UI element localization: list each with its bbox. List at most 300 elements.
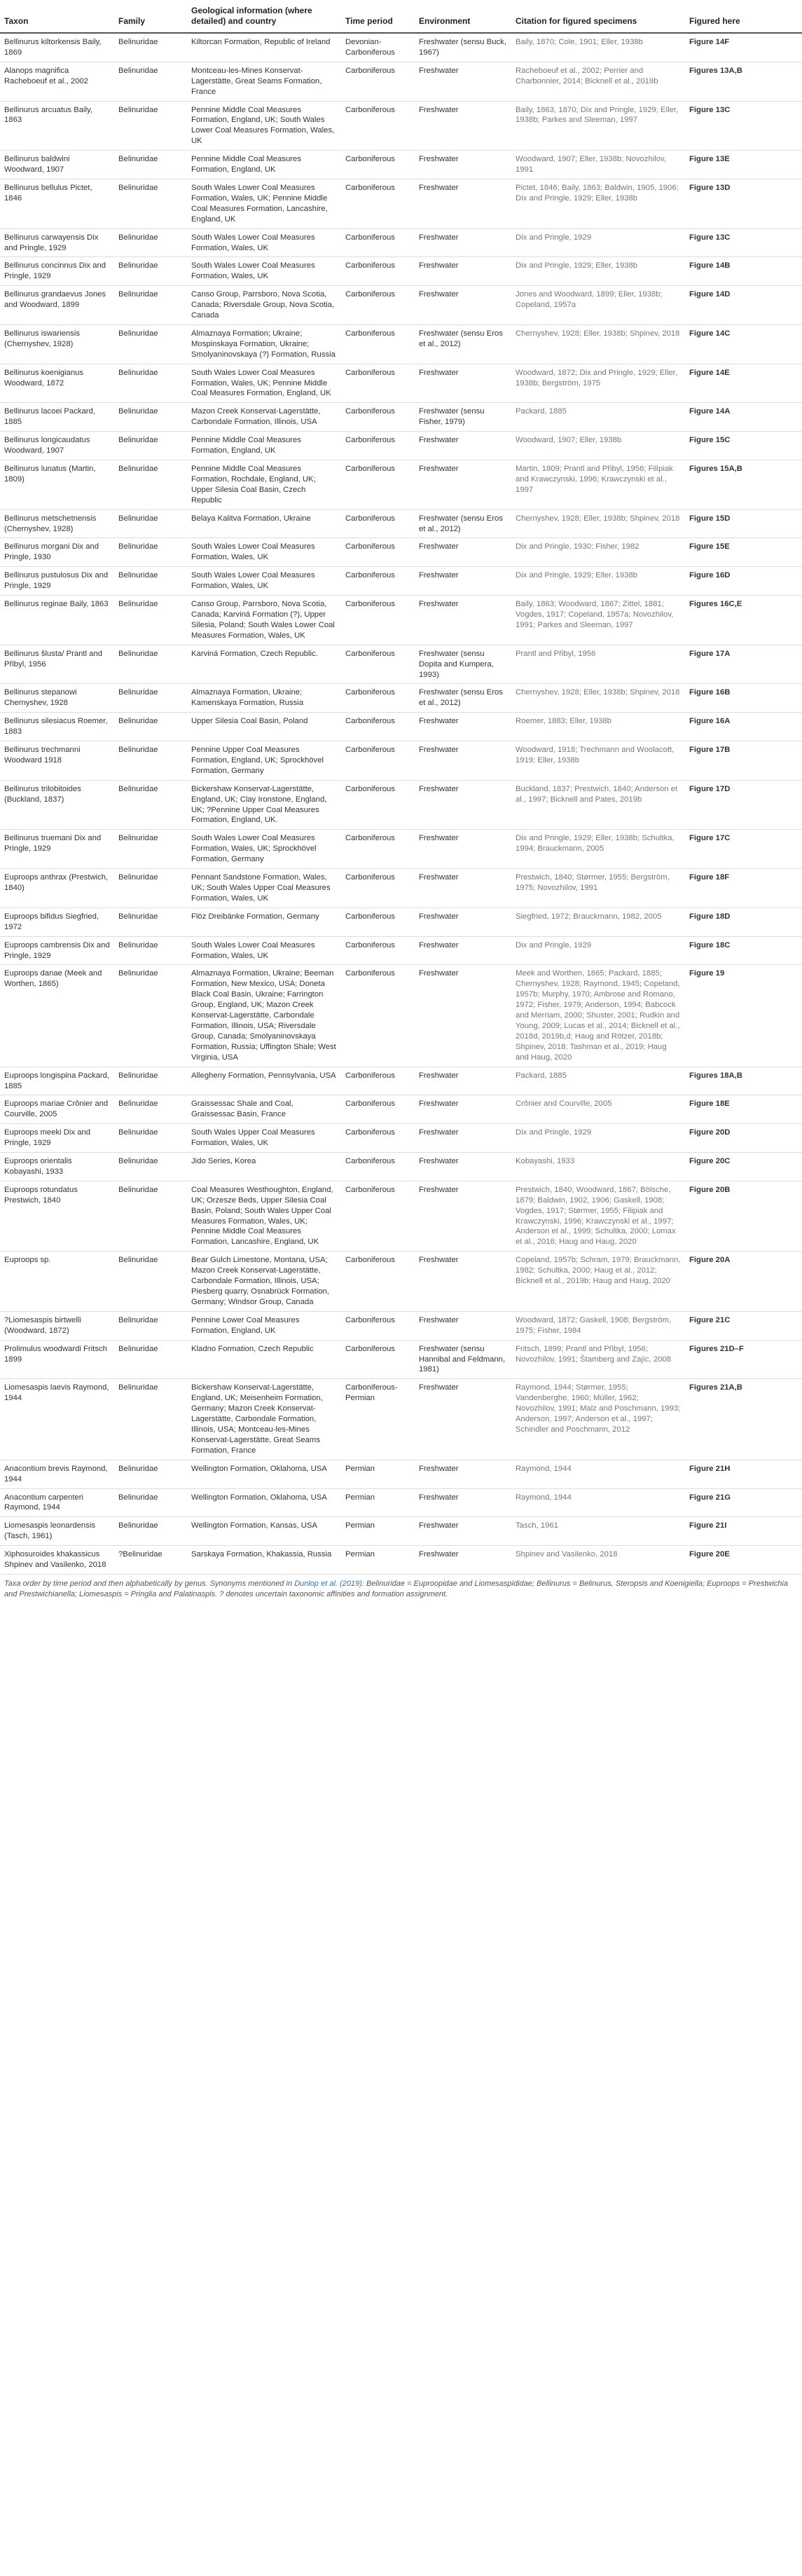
cell-taxon: Bellinurus longicaudatus Woodward, 1907 [0, 432, 114, 460]
cell-environment: Freshwater [415, 965, 511, 1067]
cell-family: Belinuridae [114, 1460, 187, 1488]
table-row [0, 403, 802, 432]
cell-taxon: Bellinurus morgani Dix and Pringle, 1930 [0, 538, 114, 567]
cell-taxon: Alanops magnifica Racheboeuf et al., 2002 [0, 62, 114, 101]
cell-citation: Prestwich, 1840; Woodward, 1867; Bölsche, 1879; Baldwin, 1902, 1906; Gaskell, 1908; Vogdes, 1917; Størmer, 1955; Filipiak and Krawczynski, 1996; Krawczynski et al., 1997; Anderson et al., 1999; Schultka, 2000; Lomax et al., 2016; Haug and Haug, 2020 [511, 1181, 685, 1251]
cell-geology: Wellington Formation, Kansas, USA [187, 1517, 341, 1546]
cell-family: Belinuridae [114, 713, 187, 741]
cell-geology: Canso Group, Parrsboro, Nova Scotia, Canada; Riversdale Group, Nova Scotia, Canada [187, 286, 341, 325]
cell-time-period: Carboniferous [341, 684, 415, 713]
table-row [0, 62, 802, 101]
cell-figured-here: Figure 17C [685, 830, 802, 869]
cell-family: Belinuridae [114, 179, 187, 228]
cell-geology: Kladno Formation, Czech Republic [187, 1340, 341, 1379]
cell-geology: Pennine Lower Coal Measures Formation, England, UK [187, 1311, 341, 1340]
cell-taxon: Bellinurus bellulus Pictet, 1846 [0, 179, 114, 228]
cell-time-period: Permian [341, 1546, 415, 1575]
cell-taxon: Anacontium brevis Raymond, 1944 [0, 1460, 114, 1488]
cell-time-period: Carboniferous [341, 1095, 415, 1124]
cell-family: Belinuridae [114, 1181, 187, 1251]
cell-taxon: Euproops sp. [0, 1252, 114, 1312]
cell-family: Belinuridae [114, 364, 187, 403]
cell-environment: Freshwater [415, 869, 511, 908]
cell-environment: Freshwater [415, 1517, 511, 1546]
cell-citation: Woodward, 1907; Eller, 1938b [511, 432, 685, 460]
cell-time-period: Carboniferous [341, 257, 415, 286]
cell-family: Belinuridae [114, 780, 187, 830]
cell-family: Belinuridae [114, 324, 187, 364]
cell-taxon: Euproops meeki Dix and Pringle, 1929 [0, 1124, 114, 1153]
table-row [0, 151, 802, 179]
cell-environment: Freshwater [415, 1488, 511, 1517]
cell-figured-here: Figure 16D [685, 567, 802, 596]
header-time-period: Time period [341, 3, 415, 33]
cell-geology: South Wales Lower Coal Measures Formation, Wales, UK [187, 228, 341, 257]
cell-taxon: Bellinurus šlusta/ Prantl and Přibyl, 1956 [0, 645, 114, 684]
cell-figured-here: Figure 17B [685, 741, 802, 781]
cell-citation: Chernyshev, 1928; Eller, 1938b; Shpinev, 2018 [511, 324, 685, 364]
cell-taxon: Liomesaspis laevis Raymond, 1944 [0, 1379, 114, 1460]
cell-geology: Sarskaya Formation, Khakassia, Russia [187, 1546, 341, 1575]
cell-figured-here: Figures 15A,B [685, 460, 802, 510]
cell-time-period: Carboniferous [341, 713, 415, 741]
cell-citation: Dix and Pringle, 1929; Eller, 1938b [511, 567, 685, 596]
cell-geology: Allegheny Formation, Pennsylvania, USA [187, 1067, 341, 1095]
cell-figured-here: Figure 14E [685, 364, 802, 403]
header-geology: Geological information (where detailed) and country [187, 3, 341, 33]
cell-time-period: Carboniferous [341, 741, 415, 781]
cell-family: Belinuridae [114, 286, 187, 325]
table-row [0, 684, 802, 713]
cell-taxon: Bellinurus trechmanni Woodward 1918 [0, 741, 114, 781]
cell-figured-here: Figure 14D [685, 286, 802, 325]
cell-geology: Flöz Dreibänke Formation, Germany [187, 907, 341, 936]
cell-time-period: Carboniferous [341, 538, 415, 567]
cell-time-period: Permian [341, 1488, 415, 1517]
table-row [0, 1252, 802, 1312]
cell-figured-here: Figure 13D [685, 179, 802, 228]
cell-geology: Pennine Middle Coal Measures Formation, England, UK [187, 432, 341, 460]
table-row [0, 567, 802, 596]
cell-family: Belinuridae [114, 936, 187, 965]
cell-family: Belinuridae [114, 403, 187, 432]
cell-citation: Baily, 1863; Woodward, 1867; Zittel, 1881; Vogdes, 1917; Copeland, 1957a; Novozhilov, 1991; Parkes and Sleeman, 1997 [511, 596, 685, 645]
cell-citation: Dix and Pringle, 1929 [511, 228, 685, 257]
table-row [0, 1488, 802, 1517]
table-row [0, 713, 802, 741]
table-row [0, 1124, 802, 1153]
cell-family: Belinuridae [114, 101, 187, 151]
cell-geology: Upper Silesia Coal Basin, Poland [187, 713, 341, 741]
cell-taxon: Euproops danae (Meek and Worthen, 1865) [0, 965, 114, 1067]
cell-taxon: Euproops longispina Packard, 1885 [0, 1067, 114, 1095]
cell-time-period: Carboniferous [341, 432, 415, 460]
cell-time-period: Carboniferous [341, 1252, 415, 1312]
cell-environment: Freshwater [415, 62, 511, 101]
cell-time-period: Carboniferous [341, 596, 415, 645]
cell-time-period: Carboniferous [341, 324, 415, 364]
cell-family: Belinuridae [114, 228, 187, 257]
cell-citation: Packard, 1885 [511, 1067, 685, 1095]
cell-figured-here: Figure 14F [685, 33, 802, 62]
cell-time-period: Carboniferous [341, 228, 415, 257]
cell-figured-here: Figure 21H [685, 1460, 802, 1488]
cell-citation: Dix and Pringle, 1929; Eller, 1938b [511, 257, 685, 286]
cell-environment: Freshwater (sensu Fisher, 1979) [415, 403, 511, 432]
table-row [0, 965, 802, 1067]
table-row [0, 1153, 802, 1181]
cell-time-period: Carboniferous [341, 567, 415, 596]
cell-citation: Copeland, 1957b; Schram, 1979; Brauckmann, 1982; Schultka, 2000; Haug et al., 2012; Bicknell et al., 2019b; Haug and Haug, 2020 [511, 1252, 685, 1312]
cell-figured-here: Figures 18A,B [685, 1067, 802, 1095]
cell-taxon: Anacontium carpenteri Raymond, 1944 [0, 1488, 114, 1517]
cell-taxon: Bellinurus lacoei Packard, 1885 [0, 403, 114, 432]
cell-figured-here: Figure 21I [685, 1517, 802, 1546]
cell-citation: Packard, 1885 [511, 403, 685, 432]
cell-geology: South Wales Lower Coal Measures Formation, Wales, UK [187, 257, 341, 286]
cell-time-period: Carboniferous [341, 965, 415, 1067]
cell-citation: Raymond, 1944 [511, 1488, 685, 1517]
cell-geology: South Wales Lower Coal Measures Formation, Wales, UK; Pennine Middle Coal Measures Formation, England, UK [187, 364, 341, 403]
cell-geology: Almaznaya Formation, Ukraine; Kamenskaya Formation, Russia [187, 684, 341, 713]
table-row [0, 780, 802, 830]
cell-time-period: Carboniferous [341, 936, 415, 965]
cell-taxon: Bellinurus metschetnensis (Chernyshev, 1928) [0, 509, 114, 538]
cell-geology: Pennine Upper Coal Measures Formation, England, UK; Sprockhövel Formation, Germany [187, 741, 341, 781]
cell-citation: Dix and Pringle, 1930; Fisher, 1982 [511, 538, 685, 567]
cell-figured-here: Figure 15D [685, 509, 802, 538]
cell-environment: Freshwater [415, 364, 511, 403]
cell-taxon: Bellinurus kiltorkensis Baily, 1869 [0, 33, 114, 62]
cell-figured-here: Figure 21G [685, 1488, 802, 1517]
cell-environment: Freshwater [415, 1252, 511, 1312]
cell-time-period: Carboniferous [341, 460, 415, 510]
table-row [0, 101, 802, 151]
cell-geology: Almaznaya Formation, Ukraine; Beeman Formation, New Mexico, USA; Doneta Black Coal Basin, Ukraine; Farrington Group, England, UK; Mazon Creek Konservat-Lagerstätte, Carbondale Formation, Illinois, USA; Riversdale Group, Canada; Smolyaninovskaya Formation, Russia; Uffington Shale; West Virginia, USA [187, 965, 341, 1067]
cell-taxon: Bellinurus reginae Baily, 1863 [0, 596, 114, 645]
cell-family: Belinuridae [114, 1067, 187, 1095]
cell-time-period: Carboniferous [341, 1067, 415, 1095]
taxa-table [0, 3, 802, 1575]
cell-geology: Pennine Middle Coal Measures Formation, Rochdale, England, UK; Upper Silesia Coal Basin, Czech Republic [187, 460, 341, 510]
cell-citation: Tasch, 1961 [511, 1517, 685, 1546]
table-row [0, 1460, 802, 1488]
cell-family: Belinuridae [114, 460, 187, 510]
cell-family: Belinuridae [114, 257, 187, 286]
cell-time-period: Carboniferous [341, 1124, 415, 1153]
cell-environment: Freshwater [415, 151, 511, 179]
cell-family: Belinuridae [114, 432, 187, 460]
cell-environment: Freshwater (sensu Eros et al., 2012) [415, 509, 511, 538]
cell-environment: Freshwater [415, 179, 511, 228]
table-row [0, 1181, 802, 1251]
cell-taxon: Bellinurus stepanowi Chernyshev, 1928 [0, 684, 114, 713]
cell-environment: Freshwater (sensu Hannibal and Feldmann, 1981) [415, 1340, 511, 1379]
cell-figured-here: Figure 18F [685, 869, 802, 908]
cell-citation: Woodward, 1872; Gaskell, 1908; Bergström, 1975; Fisher, 1984 [511, 1311, 685, 1340]
cell-environment: Freshwater [415, 741, 511, 781]
cell-citation: Meek and Worthen, 1865; Packard, 1885; Chernyshev, 1928; Raymond, 1945; Copeland, 1957b; Murphy, 1970; Ambrose and Romano, 1972; Fisher, 1979; Anderson, 1994; Babcock and Merriam, 2000; Shuster, 2001; Rudkin and Young, 2009; Lucas et al., 2014; Bicknell et al., 2018d, 2019b,d; Haug and Rötzer, 2018b; Shpinev, 2018; Tashman et al., 2019; Haug and Haug, 2020 [511, 965, 685, 1067]
cell-citation: Woodward, 1918; Trechmann and Woolacott, 1919; Eller, 1938b [511, 741, 685, 781]
cell-family: Belinuridae [114, 965, 187, 1067]
header-taxon: Taxon [0, 3, 114, 33]
cell-time-period: Carboniferous [341, 1153, 415, 1181]
cell-environment: Freshwater [415, 460, 511, 510]
cell-time-period: Carboniferous [341, 286, 415, 325]
cell-geology: Bear Gulch Limestone, Montana, USA; Mazon Creek Konservat-Lagerstätte, Carbondale Formation, Illinois, USA; Piesberg quarry, Osnabrück Formation, Germany; Windsor Group, Canada [187, 1252, 341, 1312]
cell-citation: Dix and Pringle, 1929 [511, 1124, 685, 1153]
cell-time-period: Carboniferous [341, 509, 415, 538]
cell-family: Belinuridae [114, 830, 187, 869]
cell-geology: Bickershaw Konservat-Lagerstätte, England, UK; Meisenheim Formation, Germany; Mazon Creek Konservat-Lagerstätte, Carbondale Formation, Illinois, USA; Montceau-les-Mines Konservat-Lagerstätte, Great Seams Formation, France [187, 1379, 341, 1460]
cell-figured-here: Figure 21C [685, 1311, 802, 1340]
cell-environment: Freshwater (sensu Eros et al., 2012) [415, 684, 511, 713]
cell-figured-here: Figure 13E [685, 151, 802, 179]
table-row [0, 228, 802, 257]
cell-environment: Freshwater [415, 538, 511, 567]
cell-time-period: Permian [341, 1460, 415, 1488]
cell-citation: Woodward, 1907; Eller, 1938b; Novozhilov, 1991 [511, 151, 685, 179]
cell-geology: Bickershaw Konservat-Lagerstätte, England, UK; Clay Ironstone, England, UK; ?Pennine Upper Coal Measures Formation, England, UK. [187, 780, 341, 830]
cell-taxon: Bellinurus iswariensis (Chernyshev, 1928) [0, 324, 114, 364]
cell-family: Belinuridae [114, 151, 187, 179]
cell-figured-here: Figures 16C,E [685, 596, 802, 645]
cell-citation: Kobayashi, 1933 [511, 1153, 685, 1181]
cell-citation: Siegfried, 1972; Brauckmann, 1982, 2005 [511, 907, 685, 936]
table-footnote [0, 1575, 802, 1601]
cell-environment: Freshwater (sensu Buck, 1967) [415, 33, 511, 62]
cell-family: Belinuridae [114, 1517, 187, 1546]
cell-figured-here: Figure 15E [685, 538, 802, 567]
cell-geology: South Wales Lower Coal Measures Formation, Wales, UK [187, 538, 341, 567]
cell-figured-here: Figures 21D–F [685, 1340, 802, 1379]
cell-taxon: Euproops orientalis Kobayashi, 1933 [0, 1153, 114, 1181]
cell-citation: Roemer, 1883; Eller, 1938b [511, 713, 685, 741]
header-figured-here: Figured here [685, 3, 802, 33]
cell-figured-here: Figure 14B [685, 257, 802, 286]
table-row [0, 936, 802, 965]
cell-taxon: Euproops anthrax (Prestwich, 1840) [0, 869, 114, 908]
header-citation: Citation for figured specimens [511, 3, 685, 33]
table-row [0, 364, 802, 403]
cell-family: Belinuridae [114, 509, 187, 538]
cell-time-period: Carboniferous [341, 780, 415, 830]
cell-time-period: Carboniferous [341, 1181, 415, 1251]
cell-citation: Jones and Woodward, 1899; Eller, 1938b; Copeland, 1957a [511, 286, 685, 325]
cell-family: Belinuridae [114, 907, 187, 936]
cell-geology: Kiltorcan Formation, Republic of Ireland [187, 33, 341, 62]
cell-family: Belinuridae [114, 1153, 187, 1181]
cell-figured-here: Figure 18E [685, 1095, 802, 1124]
footnote-part2: : Belinuridae = Euproopidae and Liomesaspididae; Bellinurus = Belinurus, Steropsis and Koenigiella; Euproops = Prestwichia and Prestwichianella; Liomesaspis = Pringlia and Palatinaspis. ? denotes uncertain taxonomic affinities and formation assignment. [4, 1579, 788, 1599]
cell-figured-here: Figure 20D [685, 1124, 802, 1153]
cell-figured-here: Figure 18C [685, 936, 802, 965]
table-row [0, 33, 802, 62]
cell-figured-here: Figure 15C [685, 432, 802, 460]
cell-environment: Freshwater [415, 432, 511, 460]
footnote-reference-link[interactable]: Dunlop et al. (2019) [294, 1579, 362, 1588]
cell-family: Belinuridae [114, 538, 187, 567]
cell-taxon: Bellinurus koenigianus Woodward, 1872 [0, 364, 114, 403]
cell-geology: Pennine Middle Coal Measures Formation, England, UK [187, 151, 341, 179]
footnote-part1: Taxa order by time period and then alphabetically by genus. Synonyms mentioned in [4, 1579, 295, 1588]
cell-family: Belinuridae [114, 567, 187, 596]
cell-time-period: Carboniferous [341, 151, 415, 179]
cell-citation: Crônier and Courville, 2005 [511, 1095, 685, 1124]
cell-geology: Coal Measures Westhoughton, England, UK; Orzesze Beds, Upper Silesia Coal Basin, Poland; South Wales Upper Coal Measures Formation, Wales, UK; Pennine Middle Coal Measures Formation, Lancashire, England, UK [187, 1181, 341, 1251]
cell-geology: South Wales Lower Coal Measures Formation, Wales, UK; Pennine Middle Coal Measures Formation, Lancashire, England, UK [187, 179, 341, 228]
cell-geology: Canso Group, Parrsboro, Nova Scotia, Canada; Karviná Formation (?), Upper Silesia, Poland; South Wales Lower Coal Measures Formation, Wales, UK [187, 596, 341, 645]
table-row [0, 432, 802, 460]
table-row [0, 538, 802, 567]
cell-figured-here: Figure 13C [685, 101, 802, 151]
cell-citation: Prestwich, 1840; Størmer, 1955; Bergström, 1975; Novozhilov, 1991 [511, 869, 685, 908]
cell-taxon: Bellinurus trilobitoides (Buckland, 1837) [0, 780, 114, 830]
cell-environment: Freshwater [415, 1124, 511, 1153]
table-header-row [0, 3, 802, 33]
cell-environment: Freshwater [415, 1095, 511, 1124]
cell-family: Belinuridae [114, 1340, 187, 1379]
cell-taxon: Bellinurus concinnus Dix and Pringle, 1929 [0, 257, 114, 286]
table-row [0, 1067, 802, 1095]
cell-geology: South Wales Upper Coal Measures Formation, Wales, UK [187, 1124, 341, 1153]
cell-taxon: Liomesaspis leonardensis (Tasch, 1961) [0, 1517, 114, 1546]
table-row [0, 1379, 802, 1460]
cell-geology: Pennant Sandstone Formation, Wales, UK; South Wales Upper Coal Measures Formation, Wales, UK [187, 869, 341, 908]
cell-family: ?Belinuridae [114, 1546, 187, 1575]
cell-citation: Pictet, 1846; Baily, 1863; Baldwin, 1905, 1906; Dix and Pringle, 1929; Eller, 1938b [511, 179, 685, 228]
cell-environment: Freshwater [415, 1379, 511, 1460]
cell-family: Belinuridae [114, 645, 187, 684]
cell-environment: Freshwater [415, 228, 511, 257]
table-row [0, 907, 802, 936]
cell-geology: Karviná Formation, Czech Republic. [187, 645, 341, 684]
cell-environment: Freshwater [415, 1546, 511, 1575]
cell-figured-here: Figure 14C [685, 324, 802, 364]
cell-environment: Freshwater (sensu Dopita and Kumpera, 1993) [415, 645, 511, 684]
table-row [0, 1340, 802, 1379]
cell-taxon: Bellinurus lunatus (Martin, 1809) [0, 460, 114, 510]
cell-taxon: Bellinurus pustulosus Dix and Pringle, 1929 [0, 567, 114, 596]
cell-time-period: Carboniferous [341, 179, 415, 228]
cell-citation: Martin, 1809; Prantl and Přibyl, 1956; Filipiak and Krawczynski, 1996; Krawczynski et al., 1997 [511, 460, 685, 510]
table-row [0, 1546, 802, 1575]
cell-time-period: Devonian-Carboniferous [341, 33, 415, 62]
cell-family: Belinuridae [114, 1095, 187, 1124]
cell-citation: Raymond, 1944 [511, 1460, 685, 1488]
cell-citation: Chernyshev, 1928; Eller, 1938b; Shpinev, 2018 [511, 684, 685, 713]
cell-geology: Jido Series, Korea [187, 1153, 341, 1181]
table-row [0, 460, 802, 510]
cell-figured-here: Figure 16A [685, 713, 802, 741]
cell-geology: Wellington Formation, Oklahoma, USA [187, 1488, 341, 1517]
cell-family: Belinuridae [114, 1252, 187, 1312]
cell-citation: Dix and Pringle, 1929 [511, 936, 685, 965]
cell-geology: South Wales Lower Coal Measures Formation, Wales, UK [187, 567, 341, 596]
cell-taxon: Bellinurus baldwini Woodward, 1907 [0, 151, 114, 179]
header-environment: Environment [415, 3, 511, 33]
table-body [0, 33, 802, 1574]
cell-taxon: ?Liomesaspis birtwelli (Woodward, 1872) [0, 1311, 114, 1340]
table-row [0, 257, 802, 286]
table-row [0, 1517, 802, 1546]
cell-environment: Freshwater [415, 596, 511, 645]
cell-environment: Freshwater [415, 567, 511, 596]
cell-figured-here: Figure 18D [685, 907, 802, 936]
cell-citation: Baily, 1870; Cole, 1901; Eller, 1938b [511, 33, 685, 62]
table-row [0, 741, 802, 781]
cell-environment: Freshwater [415, 1153, 511, 1181]
cell-figured-here: Figure 20E [685, 1546, 802, 1575]
cell-time-period: Carboniferous [341, 907, 415, 936]
cell-geology: Almaznaya Formation; Ukraine; Mospinskaya Formation, Ukraine; Smolyaninovskaya (?) Formation, Russia [187, 324, 341, 364]
cell-taxon: Euproops mariae Crônier and Courville, 2005 [0, 1095, 114, 1124]
cell-geology: Graissessac Shale and Coal, Graissessac Basin, France [187, 1095, 341, 1124]
table-row [0, 596, 802, 645]
cell-environment: Freshwater [415, 286, 511, 325]
cell-citation: Racheboeuf et al., 2002; Perrier and Charbonnier, 2014; Bicknell et al., 2019b [511, 62, 685, 101]
cell-time-period: Permian [341, 1517, 415, 1546]
cell-geology: Mazon Creek Konservat-Lagerstätte, Carbondale Formation, Illinois, USA [187, 403, 341, 432]
cell-environment: Freshwater [415, 713, 511, 741]
cell-geology: South Wales Lower Coal Measures Formation, Wales, UK [187, 936, 341, 965]
cell-taxon: Euproops cambrensis Dix and Pringle, 1929 [0, 936, 114, 965]
table-row [0, 509, 802, 538]
cell-citation: Shpinev and Vasilenko, 2018 [511, 1546, 685, 1575]
cell-taxon: Bellinurus truemani Dix and Pringle, 1929 [0, 830, 114, 869]
cell-taxon: Bellinurus silesiacus Roemer, 1883 [0, 713, 114, 741]
cell-environment: Freshwater [415, 830, 511, 869]
cell-environment: Freshwater [415, 1067, 511, 1095]
cell-figured-here: Figure 19 [685, 965, 802, 1067]
cell-taxon: Prolimulus woodwardi Fritsch 1899 [0, 1340, 114, 1379]
cell-time-period: Carboniferous-Permian [341, 1379, 415, 1460]
cell-figured-here: Figure 16B [685, 684, 802, 713]
cell-environment: Freshwater [415, 1460, 511, 1488]
cell-geology: Belaya Kalitva Formation, Ukraine [187, 509, 341, 538]
cell-family: Belinuridae [114, 62, 187, 101]
table-row [0, 286, 802, 325]
cell-time-period: Carboniferous [341, 1340, 415, 1379]
cell-environment: Freshwater [415, 936, 511, 965]
cell-citation: Buckland, 1837; Prestwich, 1840; Anderson et al., 1997; Bicknell and Pates, 2019b [511, 780, 685, 830]
cell-figured-here: Figure 20B [685, 1181, 802, 1251]
cell-taxon: Bellinurus grandaevus Jones and Woodward, 1899 [0, 286, 114, 325]
cell-taxon: Bellinurus carwayensis Dix and Pringle, 1929 [0, 228, 114, 257]
cell-environment: Freshwater [415, 1181, 511, 1251]
cell-time-period: Carboniferous [341, 830, 415, 869]
cell-citation: Dix and Pringle, 1929; Eller, 1938b; Schultka, 1994; Brauckmann, 2005 [511, 830, 685, 869]
cell-citation: Raymond, 1944; Størmer, 1955; Vandenberghe, 1960; Müller, 1962; Novozhilov, 1991; Malz and Poschmann, 1993; Anderson, 1997; Anderson et al., 1997; Schindler and Poschmann, 2012 [511, 1379, 685, 1460]
cell-time-period: Carboniferous [341, 645, 415, 684]
cell-geology: South Wales Lower Coal Measures Formation, Wales, UK; Sprockhövel Formation, Germany [187, 830, 341, 869]
cell-figured-here: Figure 17A [685, 645, 802, 684]
cell-figured-here: Figure 20A [685, 1252, 802, 1312]
cell-taxon: Euproops bifidus Siegfried, 1972 [0, 907, 114, 936]
table-row [0, 179, 802, 228]
cell-time-period: Carboniferous [341, 62, 415, 101]
table-row [0, 645, 802, 684]
cell-citation: Woodward, 1872; Dix and Pringle, 1929; Eller, 1938b; Bergström, 1975 [511, 364, 685, 403]
cell-figured-here: Figures 13A,B [685, 62, 802, 101]
cell-family: Belinuridae [114, 33, 187, 62]
cell-taxon: Xiphosuroides khakassicus Shpinev and Vasilenko, 2018 [0, 1546, 114, 1575]
cell-citation: Baily, 1863, 1870; Dix and Pringle, 1929; Eller, 1938b; Parkes and Sleeman, 1997 [511, 101, 685, 151]
table-row [0, 869, 802, 908]
cell-time-period: Carboniferous [341, 1311, 415, 1340]
cell-citation: Prantl and Přibyl, 1956 [511, 645, 685, 684]
table-row [0, 324, 802, 364]
